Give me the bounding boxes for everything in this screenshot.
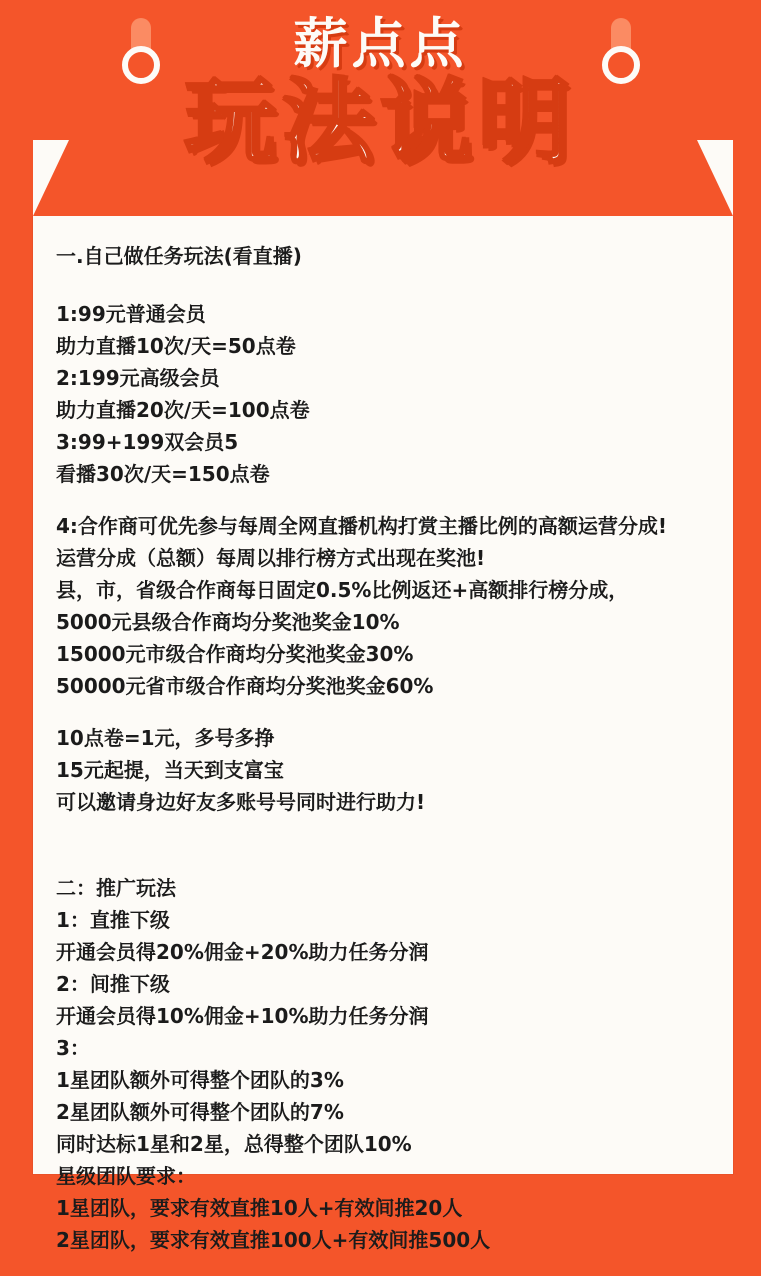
- section-1-line-5: 3:99+199双会员5: [56, 430, 239, 454]
- poster-title: [0, 12, 761, 176]
- section-4-line-5: 3：: [56, 1036, 90, 1060]
- brand-title: 薪点点: [293, 12, 468, 75]
- section-4-line-3: 2：间推下级: [56, 972, 170, 996]
- spacer: [56, 838, 716, 872]
- section-1-line-4: 助力直播20次/天=100点卷: [56, 398, 310, 422]
- section-4-line-1: 1：直推下级: [56, 908, 170, 932]
- section-4-line-11: 2星团队，要求有效直推100人+有效间推500人: [56, 1228, 491, 1252]
- section-1-line-6: 看播30次/天=150点卷: [56, 462, 270, 486]
- section-2-line-6: 50000元省市级合作商均分奖池奖金60%: [56, 674, 434, 698]
- section-3-line-2: 15元起提，当天到支富宝: [56, 758, 284, 782]
- section-3-line-1: 10点卷=1元，多号多挣: [56, 726, 275, 750]
- section-4-line-2: 开通会员得20%佣金+20%助力任务分润: [56, 940, 429, 964]
- section-2-line-3: 县，市，省级合作商每日固定0.5%比例返还+高额排行榜分成，: [56, 578, 629, 602]
- section-2-line-2: 运营分成（总额）每周以排行榜方式出现在奖池!: [56, 546, 486, 570]
- section-2-line-1: 4:合作商可优先参与每周全网直播机构打赏主播比例的高额运营分成!: [56, 514, 668, 538]
- poster-body: [56, 240, 716, 1276]
- section-2: [56, 510, 716, 702]
- section-4-line-8: 同时达标1星和2星，总得整个团队10%: [56, 1132, 412, 1156]
- section-1-line-3: 2:199元高级会员: [56, 366, 220, 390]
- section-1-line-2: 助力直播10次/天=50点卷: [56, 334, 296, 358]
- section-3: [56, 722, 716, 818]
- section-4-heading: 二：推广玩法: [56, 876, 176, 900]
- section-4-line-10: 1星团队，要求有效直推10人+有效间推20人: [56, 1196, 463, 1220]
- spacer: [56, 272, 716, 298]
- section-1-line-1: 1:99元普通会员: [56, 302, 206, 326]
- page-title: 玩法说明: [184, 68, 577, 176]
- section-4-line-7: 2星团队额外可得整个团队的7%: [56, 1100, 344, 1124]
- section-4-line-9: 星级团队要求：: [56, 1164, 196, 1188]
- section-2-line-5: 15000元市级合作商均分奖池奖金30%: [56, 642, 414, 666]
- section-1: [56, 240, 716, 490]
- section-3-line-3: 可以邀请身边好友多账号号同时进行助力!: [56, 790, 426, 814]
- section-1-heading: 一.自己做任务玩法(看直播): [56, 244, 302, 268]
- section-4-line-4: 开通会员得10%佣金+10%助力任务分润: [56, 1004, 429, 1028]
- section-4-line-6: 1星团队额外可得整个团队的3%: [56, 1068, 344, 1092]
- section-2-line-4: 5000元县级合作商均分奖池奖金10%: [56, 610, 400, 634]
- section-4: [56, 872, 716, 1256]
